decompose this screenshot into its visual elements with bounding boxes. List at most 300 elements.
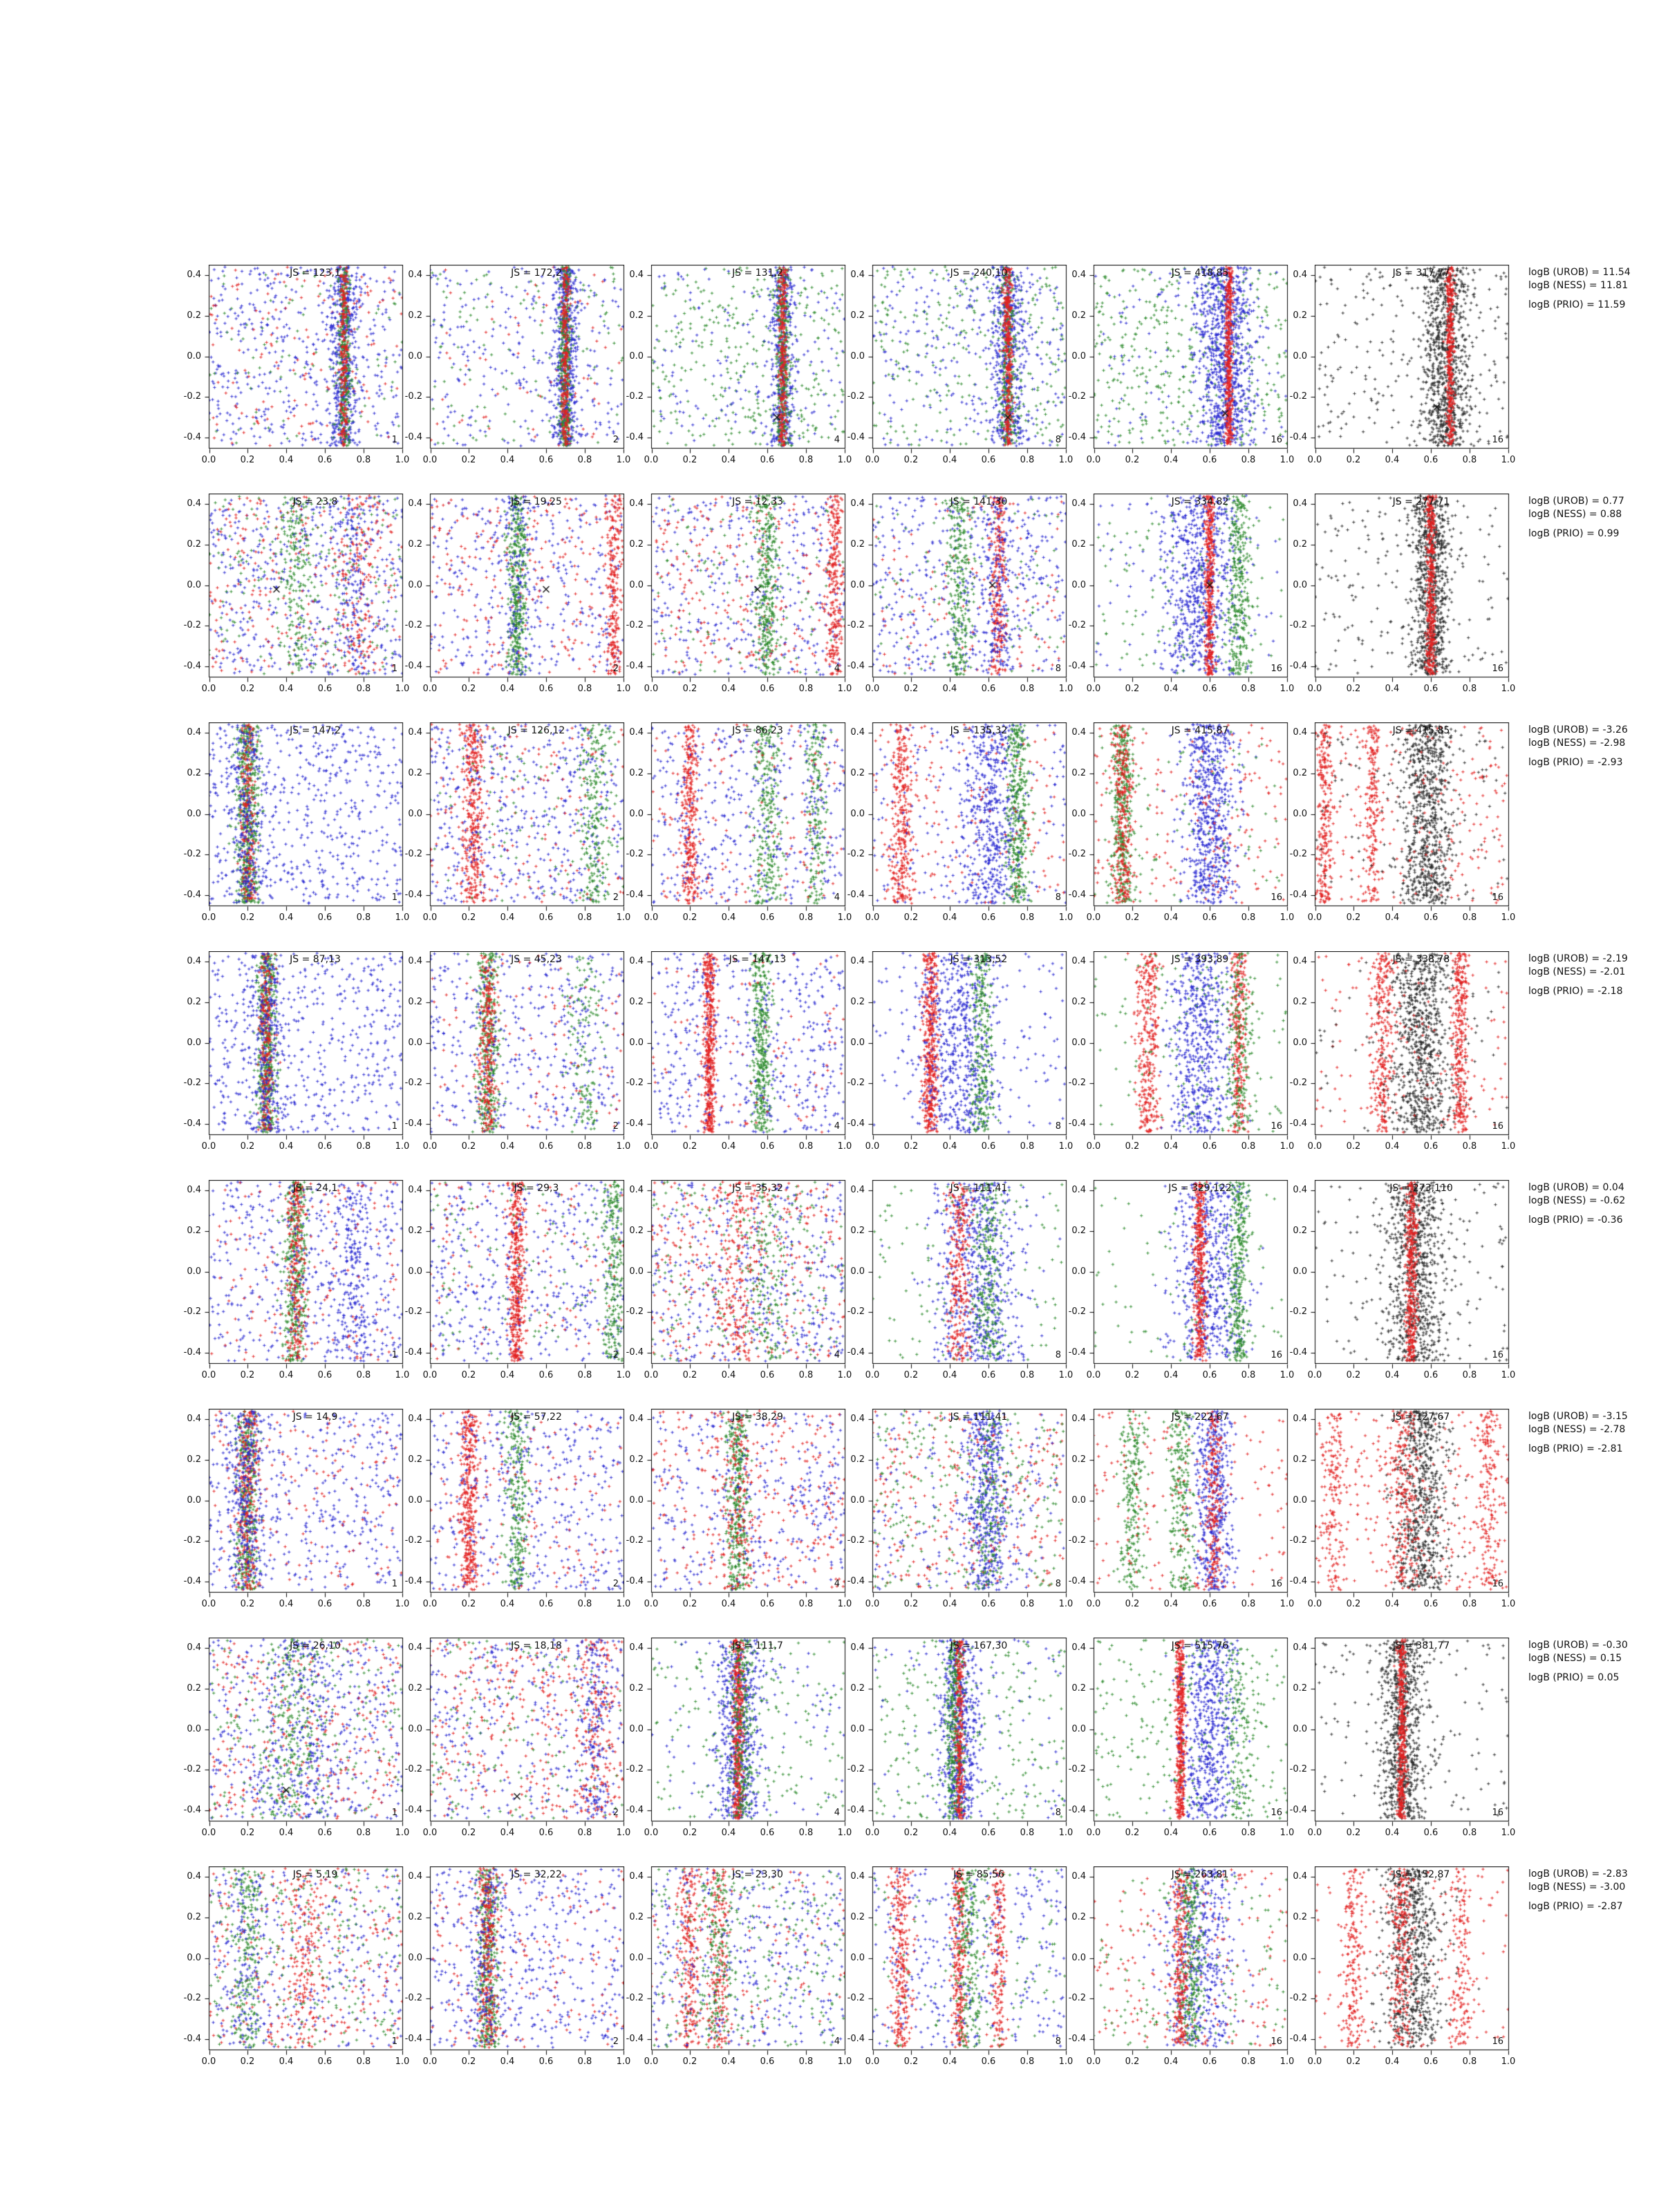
plot-area — [209, 1638, 402, 1821]
y-tick-label: 0.0 — [1293, 808, 1307, 819]
y-tick-label: 0.4 — [850, 1871, 865, 1882]
x-tick-label: 0.8 — [1241, 912, 1256, 923]
y-tick-label: -0.4 — [1289, 2034, 1307, 2045]
plot-area — [430, 265, 624, 448]
x-tick-label: 0.0 — [1307, 1828, 1322, 1838]
x-tick-label: 0.8 — [798, 2056, 814, 2067]
logb-panel — [1494, 1409, 1659, 1638]
y-tick-label: 0.2 — [850, 1683, 865, 1694]
logb-panel — [1494, 265, 1659, 494]
y-tick-label: -0.2 — [404, 620, 422, 631]
x-tick-label: 0.4 — [1163, 1141, 1179, 1152]
x-tick-label: 0.4 — [279, 1828, 294, 1838]
plot-title: JS = 263,81 — [1171, 1869, 1229, 1880]
y-tick-label: -0.2 — [1068, 620, 1086, 631]
logb-ness-value: logB (NESS) = 0.88 — [1528, 509, 1622, 520]
y-tick-label: 0.2 — [1293, 538, 1307, 550]
y-tick-label: -0.4 — [847, 1805, 865, 1816]
y-tick-label: 0.4 — [629, 1871, 644, 1882]
y-tick-label: 0.4 — [1071, 1871, 1086, 1882]
sample-count-label: 4 — [834, 892, 840, 903]
x-tick-label: 0.2 — [903, 684, 919, 694]
x-tick-label: 0.6 — [760, 2056, 775, 2067]
y-tick-label: -0.2 — [1068, 1306, 1086, 1318]
subplot — [167, 494, 410, 722]
y-tick-label: 0.4 — [1071, 1642, 1086, 1653]
x-tick-label: 0.8 — [798, 912, 814, 923]
logb-ness-value: logB (NESS) = -2.98 — [1528, 738, 1626, 749]
logb-prio-value: logB (PRIO) = -2.18 — [1528, 986, 1623, 997]
x-axis-tick-labels — [1086, 684, 1295, 697]
y-axis-tick-labels — [167, 494, 203, 677]
x-tick-label: 0.8 — [577, 1828, 592, 1838]
x-tick-label: 0.0 — [865, 1370, 880, 1380]
y-tick-label: 0.0 — [1293, 579, 1307, 590]
y-tick-label: 0.4 — [408, 1642, 422, 1653]
y-tick-label: 0.0 — [187, 1266, 201, 1277]
plot-area — [209, 1866, 402, 2050]
x-tick-label: 0.6 — [1202, 1599, 1217, 1609]
x-tick-label: 0.6 — [981, 455, 996, 465]
plot-area — [1315, 722, 1508, 906]
y-tick-label: 0.0 — [408, 1266, 422, 1277]
y-tick-label: -0.2 — [1068, 1535, 1086, 1546]
x-tick-label: 0.8 — [1020, 912, 1035, 923]
y-tick-label: 0.2 — [629, 538, 644, 550]
y-tick-label: 0.4 — [1293, 498, 1307, 509]
y-tick-label: 0.2 — [187, 1683, 201, 1694]
y-tick-label: -0.4 — [183, 661, 201, 672]
x-tick-label: 0.4 — [279, 912, 294, 923]
plot-title: JS = 85,56 — [953, 1869, 1004, 1880]
y-tick-label: -0.2 — [1289, 1306, 1307, 1318]
y-tick-label: 0.0 — [629, 1037, 644, 1048]
x-tick-label: 0.8 — [1241, 1828, 1256, 1838]
y-tick-label: -0.2 — [183, 620, 201, 631]
y-tick-label: -0.2 — [847, 1993, 865, 2004]
x-tick-label: 0.4 — [942, 1599, 957, 1609]
x-tick-label: 1.0 — [1280, 1370, 1295, 1380]
x-tick-label: 0.6 — [538, 1141, 554, 1152]
y-tick-label: -0.4 — [626, 1347, 644, 1358]
x-tick-label: 0.6 — [1202, 2056, 1217, 2067]
x-axis-tick-labels — [644, 684, 852, 697]
x-tick-label: 0.2 — [682, 1141, 697, 1152]
y-tick-label: 0.0 — [187, 1952, 201, 1963]
logb-panel — [1494, 951, 1659, 1180]
plot-area — [872, 1638, 1066, 1821]
subplot — [1051, 951, 1295, 1180]
plot-title: JS = 131,2 — [732, 268, 783, 279]
y-axis-tick-labels — [830, 1409, 866, 1592]
y-tick-label: 0.0 — [629, 350, 644, 362]
plot-area — [1315, 951, 1508, 1134]
sample-count-label: 8 — [1055, 1121, 1061, 1132]
x-tick-label: 0.0 — [865, 2056, 880, 2067]
subplot — [1051, 1409, 1295, 1638]
x-tick-label: 0.6 — [1202, 455, 1217, 465]
y-axis-tick-labels — [609, 265, 645, 448]
x-tick-label: 1.0 — [837, 1370, 852, 1380]
y-tick-label: -0.2 — [1068, 391, 1086, 402]
x-tick-label: 0.4 — [1163, 455, 1179, 465]
subplot — [609, 494, 852, 722]
y-tick-label: -0.4 — [404, 661, 422, 672]
x-axis-tick-labels — [201, 1828, 410, 1841]
y-tick-label: 0.4 — [629, 1184, 644, 1195]
x-axis-tick-labels — [1307, 1828, 1516, 1841]
logb-ness-value: logB (NESS) = 11.81 — [1528, 280, 1629, 291]
x-tick-label: 1.0 — [395, 912, 410, 923]
x-tick-label: 1.0 — [616, 1141, 631, 1152]
x-tick-label: 0.2 — [1346, 2056, 1361, 2067]
y-tick-label: -0.2 — [847, 1535, 865, 1546]
x-tick-label: 0.8 — [1462, 912, 1477, 923]
x-tick-label: 0.0 — [644, 1828, 659, 1838]
x-tick-label: 0.8 — [356, 684, 371, 694]
x-axis-tick-labels — [201, 912, 410, 926]
y-tick-label: -0.2 — [1068, 849, 1086, 860]
y-tick-label: 0.4 — [850, 1413, 865, 1424]
x-tick-label: 1.0 — [1280, 1828, 1295, 1838]
y-tick-label: -0.2 — [183, 1764, 201, 1775]
x-tick-label: 0.2 — [903, 1370, 919, 1380]
logb-ness-value: logB (NESS) = -3.00 — [1528, 1882, 1626, 1893]
y-axis-tick-labels — [167, 1638, 203, 1821]
y-tick-label: 0.0 — [408, 1037, 422, 1048]
y-tick-label: 0.0 — [850, 579, 865, 590]
x-tick-label: 0.0 — [1086, 1599, 1101, 1609]
y-tick-label: 0.4 — [850, 727, 865, 738]
y-tick-label: 0.2 — [408, 996, 422, 1007]
y-tick-label: 0.0 — [187, 1037, 201, 1048]
x-tick-label: 0.8 — [577, 2056, 592, 2067]
y-tick-label: 0.2 — [1293, 1683, 1307, 1694]
x-tick-label: 0.8 — [1020, 2056, 1035, 2067]
x-axis-tick-labels — [422, 912, 631, 926]
y-tick-label: 0.0 — [850, 808, 865, 819]
y-tick-label: 0.2 — [408, 1454, 422, 1465]
sample-count-label: 16 — [1271, 664, 1282, 674]
subplot — [1051, 265, 1295, 494]
x-tick-label: 0.8 — [1462, 684, 1477, 694]
y-tick-label: 0.0 — [1293, 350, 1307, 362]
y-tick-label: -0.2 — [626, 849, 644, 860]
y-tick-label: 0.4 — [408, 1184, 422, 1195]
y-tick-label: 0.2 — [408, 1225, 422, 1236]
x-tick-label: 0.6 — [538, 1828, 554, 1838]
sample-count-label: 4 — [834, 1808, 840, 1818]
x-tick-label: 0.6 — [317, 912, 332, 923]
y-tick-label: -0.2 — [183, 849, 201, 860]
x-tick-label: 0.2 — [240, 2056, 255, 2067]
x-tick-label: 0.0 — [1086, 455, 1101, 465]
logb-prio-value: logB (PRIO) = -0.36 — [1528, 1215, 1623, 1226]
x-tick-label: 0.0 — [422, 1370, 438, 1380]
plot-area — [1094, 951, 1287, 1134]
plot-title: JS = 12,33 — [732, 496, 783, 507]
subplot — [609, 1866, 852, 2095]
logb-urob-value: logB (UROB) = -0.30 — [1528, 1640, 1628, 1651]
plot-area — [1094, 265, 1287, 448]
x-tick-label: 0.4 — [279, 1599, 294, 1609]
y-tick-label: -0.2 — [1068, 1993, 1086, 2004]
y-tick-label: 0.0 — [187, 1723, 201, 1734]
logb-ness-value: logB (NESS) = -0.62 — [1528, 1195, 1626, 1206]
x-tick-label: 0.0 — [865, 455, 880, 465]
x-axis-tick-labels — [865, 684, 1074, 697]
y-axis-tick-labels — [1051, 1180, 1087, 1363]
x-axis-tick-labels — [422, 1828, 631, 1841]
x-axis-tick-labels — [422, 1370, 631, 1384]
plot-title: JS = 57,22 — [511, 1412, 562, 1423]
x-tick-label: 1.0 — [1280, 1599, 1295, 1609]
y-tick-label: 0.2 — [187, 538, 201, 550]
x-tick-label: 0.4 — [500, 455, 515, 465]
plot-area — [872, 1409, 1066, 1592]
y-tick-label: 0.4 — [1071, 1413, 1086, 1424]
x-tick-label: 0.2 — [461, 1599, 476, 1609]
x-tick-label: 0.4 — [1163, 1828, 1179, 1838]
x-tick-label: 0.4 — [721, 2056, 736, 2067]
x-tick-label: 0.2 — [1125, 684, 1140, 694]
y-tick-label: 0.2 — [1293, 767, 1307, 778]
y-tick-label: 0.0 — [629, 1494, 644, 1506]
plot-area — [872, 494, 1066, 677]
x-tick-label: 0.0 — [201, 1370, 216, 1380]
x-tick-label: 0.8 — [1020, 684, 1035, 694]
plot-title: JS = 329,122 — [1168, 1183, 1232, 1194]
x-tick-label: 1.0 — [395, 1828, 410, 1838]
x-tick-label: 0.2 — [903, 912, 919, 923]
y-tick-label: -0.2 — [626, 620, 644, 631]
x-tick-label: 0.2 — [1125, 1828, 1140, 1838]
y-tick-label: 0.2 — [1071, 1454, 1086, 1465]
x-tick-label: 0.2 — [240, 1370, 255, 1380]
plot-area — [209, 265, 402, 448]
y-axis-tick-labels — [167, 722, 203, 906]
plot-area — [430, 951, 624, 1134]
x-tick-label: 1.0 — [1501, 1828, 1516, 1838]
x-tick-label: 0.4 — [500, 1599, 515, 1609]
x-tick-label: 0.6 — [1202, 684, 1217, 694]
plot-area — [651, 1409, 845, 1592]
x-tick-label: 0.4 — [500, 1370, 515, 1380]
y-tick-label: -0.4 — [404, 1347, 422, 1358]
y-tick-label: 0.2 — [629, 996, 644, 1007]
y-tick-label: 0.0 — [1293, 1723, 1307, 1734]
plot-area — [651, 494, 845, 677]
y-tick-label: -0.2 — [626, 391, 644, 402]
plot-title: JS = 123,1 — [290, 268, 341, 279]
x-tick-label: 0.6 — [760, 684, 775, 694]
plot-title: JS = 32,22 — [511, 1869, 562, 1880]
y-tick-label: -0.2 — [183, 391, 201, 402]
x-tick-label: 0.2 — [461, 912, 476, 923]
plot-title: JS = 313,52 — [950, 954, 1008, 965]
x-tick-label: 0.6 — [760, 1828, 775, 1838]
x-tick-label: 0.4 — [1385, 1141, 1400, 1152]
y-tick-label: -0.4 — [183, 1576, 201, 1587]
subplot — [609, 951, 852, 1180]
subplot — [388, 1180, 631, 1409]
y-tick-label: -0.2 — [1289, 391, 1307, 402]
x-axis-tick-labels — [1307, 2056, 1516, 2070]
y-tick-label: 0.0 — [1293, 1037, 1307, 1048]
sample-count-label: 16 — [1271, 2036, 1282, 2047]
y-tick-label: 0.0 — [408, 1723, 422, 1734]
y-tick-label: 0.4 — [408, 269, 422, 280]
x-tick-label: 0.0 — [1086, 912, 1101, 923]
y-tick-label: -0.4 — [847, 2034, 865, 2045]
x-axis-tick-labels — [644, 455, 852, 469]
y-tick-label: -0.4 — [1289, 1118, 1307, 1130]
plot-area — [1094, 1866, 1287, 2050]
plot-title: JS = 147,2 — [290, 725, 341, 736]
x-tick-label: 0.6 — [1423, 1828, 1438, 1838]
y-tick-label: -0.4 — [626, 1118, 644, 1130]
y-tick-label: 0.0 — [1071, 1037, 1086, 1048]
y-tick-label: 0.4 — [408, 1413, 422, 1424]
x-tick-label: 0.6 — [538, 2056, 554, 2067]
x-tick-label: 0.4 — [721, 1599, 736, 1609]
y-tick-label: 0.2 — [187, 996, 201, 1007]
x-tick-label: 0.2 — [240, 684, 255, 694]
y-tick-label: -0.4 — [1289, 432, 1307, 443]
x-axis-tick-labels — [1086, 2056, 1295, 2070]
x-tick-label: 0.4 — [279, 455, 294, 465]
subplot — [830, 1409, 1074, 1638]
y-tick-label: 0.4 — [1293, 1871, 1307, 1882]
y-tick-label: 0.2 — [850, 996, 865, 1007]
x-axis-tick-labels — [1086, 1141, 1295, 1155]
y-axis-tick-labels — [1051, 494, 1087, 677]
y-axis-tick-labels — [609, 951, 645, 1134]
x-tick-label: 0.2 — [240, 1141, 255, 1152]
plot-title: JS = 418,85 — [1171, 268, 1229, 279]
plot-title: JS = 167,30 — [950, 1640, 1008, 1651]
x-tick-label: 0.6 — [981, 1599, 996, 1609]
y-tick-label: 0.4 — [850, 1184, 865, 1195]
x-tick-label: 0.8 — [798, 684, 814, 694]
y-tick-label: -0.4 — [404, 432, 422, 443]
x-axis-tick-labels — [865, 2056, 1074, 2070]
x-tick-label: 1.0 — [616, 1370, 631, 1380]
x-tick-label: 0.0 — [422, 912, 438, 923]
subplot — [1273, 1409, 1516, 1638]
sample-count-label: 16 — [1492, 892, 1503, 903]
x-tick-label: 0.2 — [903, 1828, 919, 1838]
y-axis-tick-labels — [1051, 1866, 1087, 2050]
x-tick-label: 0.2 — [240, 455, 255, 465]
x-tick-label: 0.4 — [721, 912, 736, 923]
x-tick-label: 1.0 — [1058, 455, 1074, 465]
sample-count-label: 4 — [834, 664, 840, 674]
plot-area — [430, 1409, 624, 1592]
y-tick-label: 0.2 — [629, 310, 644, 321]
sample-count-label: 2 — [612, 2036, 619, 2047]
x-tick-label: 0.8 — [798, 1599, 814, 1609]
sample-count-label: 2 — [612, 1121, 619, 1132]
x-tick-label: 0.8 — [356, 1599, 371, 1609]
x-tick-label: 0.0 — [1307, 455, 1322, 465]
y-tick-label: -0.2 — [183, 1078, 201, 1089]
y-axis-tick-labels — [388, 1180, 424, 1363]
plot-title: JS = 135,32 — [950, 725, 1008, 736]
y-tick-label: 0.2 — [850, 1454, 865, 1465]
x-tick-label: 1.0 — [837, 455, 852, 465]
x-tick-label: 1.0 — [616, 455, 631, 465]
y-axis-tick-labels — [1051, 1409, 1087, 1592]
x-tick-label: 1.0 — [395, 684, 410, 694]
logb-prio-value: logB (PRIO) = 0.05 — [1528, 1672, 1620, 1683]
y-tick-label: -0.4 — [404, 890, 422, 901]
x-axis-tick-labels — [644, 1828, 852, 1841]
x-tick-label: 1.0 — [837, 1141, 852, 1152]
y-tick-label: -0.4 — [626, 1805, 644, 1816]
x-tick-label: 0.8 — [1462, 1828, 1477, 1838]
plot-area — [1094, 494, 1287, 677]
plot-title: JS = 87,13 — [290, 954, 341, 965]
x-tick-label: 0.8 — [798, 1370, 814, 1380]
x-tick-label: 0.2 — [682, 1828, 697, 1838]
y-tick-label: 0.4 — [408, 498, 422, 509]
x-tick-label: 0.0 — [201, 1599, 216, 1609]
x-tick-label: 0.6 — [317, 2056, 332, 2067]
y-tick-label: 0.4 — [187, 1642, 201, 1653]
x-tick-label: 1.0 — [837, 1828, 852, 1838]
y-axis-tick-labels — [1051, 951, 1087, 1134]
x-tick-label: 0.8 — [798, 1828, 814, 1838]
x-tick-label: 0.2 — [903, 1141, 919, 1152]
y-tick-label: 0.2 — [850, 1911, 865, 1922]
x-tick-label: 0.6 — [760, 912, 775, 923]
y-tick-label: 0.4 — [187, 1184, 201, 1195]
y-tick-label: -0.4 — [626, 2034, 644, 2045]
subplot — [167, 951, 410, 1180]
x-tick-label: 1.0 — [837, 1599, 852, 1609]
y-tick-label: 0.4 — [408, 1871, 422, 1882]
x-tick-label: 1.0 — [395, 1599, 410, 1609]
y-tick-label: -0.4 — [847, 432, 865, 443]
x-tick-label: 0.0 — [1307, 2056, 1322, 2067]
plot-title: JS = 5,19 — [292, 1869, 338, 1880]
y-tick-label: -0.2 — [404, 1764, 422, 1775]
y-tick-label: 0.2 — [1293, 1454, 1307, 1465]
y-tick-label: 0.0 — [1293, 1952, 1307, 1963]
x-tick-label: 1.0 — [1501, 912, 1516, 923]
y-tick-label: 0.0 — [408, 808, 422, 819]
sample-count-label: 16 — [1271, 1579, 1282, 1589]
y-tick-label: 0.4 — [1293, 1184, 1307, 1195]
y-axis-tick-labels — [167, 1180, 203, 1363]
x-axis-tick-labels — [644, 2056, 852, 2070]
x-tick-label: 0.6 — [1423, 2056, 1438, 2067]
plot-area — [651, 1866, 845, 2050]
plot-title: JS = 127,67 — [1392, 1412, 1450, 1423]
y-tick-label: -0.2 — [626, 1078, 644, 1089]
plot-area — [872, 1180, 1066, 1363]
x-tick-label: 1.0 — [1280, 912, 1295, 923]
plot-area — [209, 951, 402, 1134]
plot-title: JS = 35,32 — [732, 1183, 783, 1194]
plot-area — [1094, 1180, 1287, 1363]
x-axis-tick-labels — [201, 1599, 410, 1613]
y-axis-tick-labels — [1273, 1866, 1309, 2050]
x-tick-label: 0.6 — [760, 1599, 775, 1609]
x-tick-label: 0.4 — [942, 2056, 957, 2067]
x-tick-label: 1.0 — [395, 1370, 410, 1380]
